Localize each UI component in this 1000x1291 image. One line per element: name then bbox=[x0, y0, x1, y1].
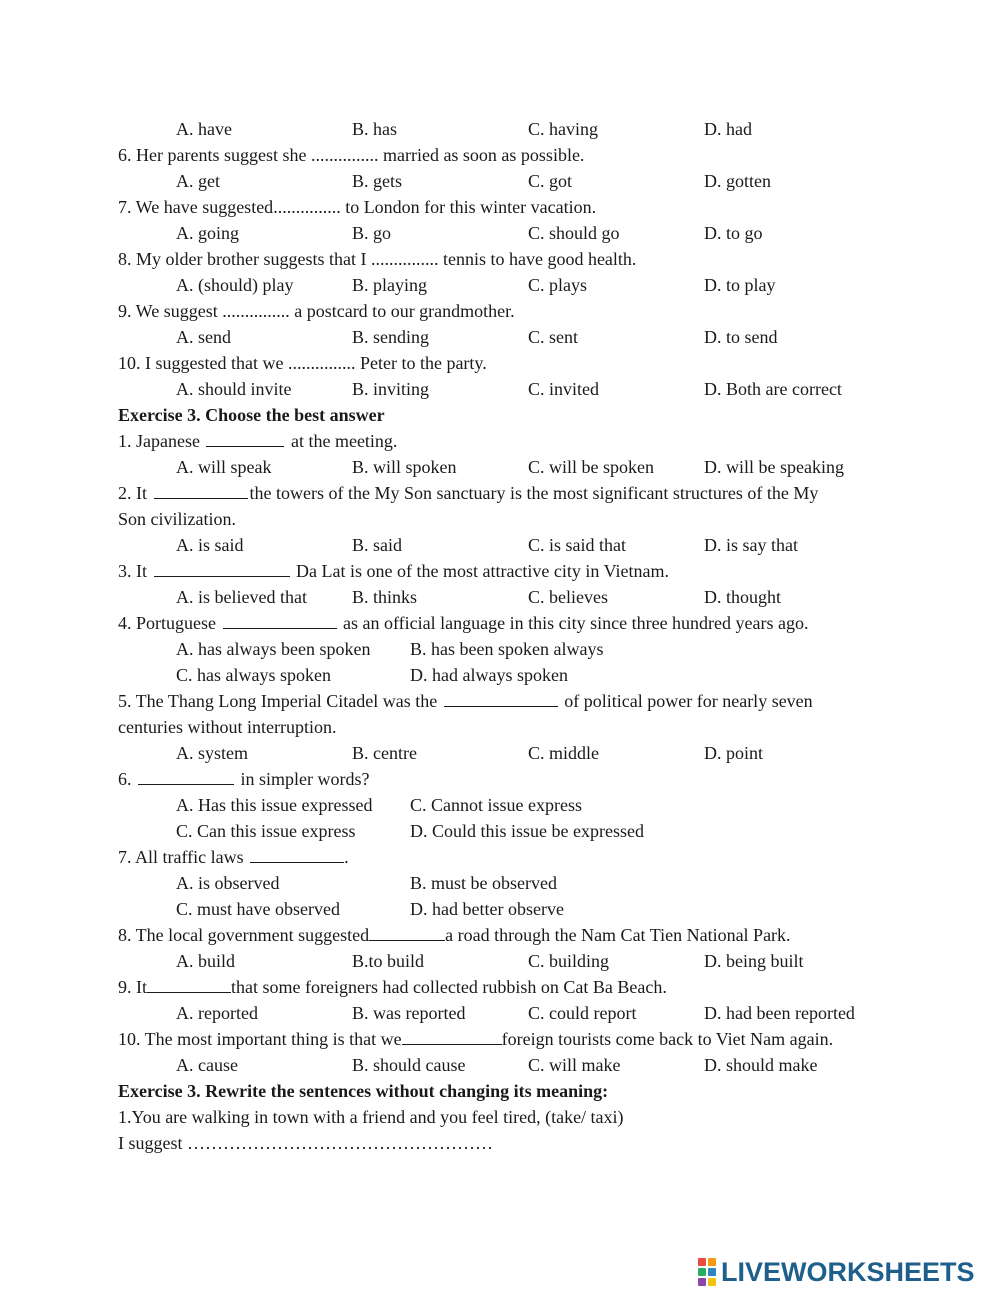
option[interactable]: C. will be spoken bbox=[528, 457, 654, 477]
answer-blank[interactable] bbox=[223, 610, 337, 629]
option[interactable]: C. middle bbox=[528, 743, 599, 763]
option[interactable]: B.to build bbox=[352, 951, 425, 971]
option[interactable]: D. had better observe bbox=[410, 899, 564, 919]
exercise3-question-4-options-row1 bbox=[118, 636, 960, 662]
answer-blank[interactable] bbox=[444, 688, 558, 707]
option[interactable]: A. reported bbox=[176, 1003, 258, 1023]
exercise3-question-7: 7. All traffic laws . bbox=[118, 844, 960, 870]
question-9: 9. We suggest ............... a postcard to our grandmother. bbox=[118, 301, 515, 321]
liveworksheets-logo bbox=[698, 1254, 994, 1290]
exercise3-question-10: 10. The most important thing is that we foreign tourists come back to Viet Nam again. bbox=[118, 1026, 960, 1052]
option[interactable]: A. system bbox=[176, 743, 248, 763]
exercise3-question-1-options bbox=[118, 454, 960, 480]
q5-options bbox=[118, 116, 960, 142]
option[interactable]: B. has been spoken always bbox=[410, 639, 604, 659]
option[interactable]: A. have bbox=[176, 119, 232, 139]
exercise3-question-2: 2. It the towers of the My Son sanctuary is the most significant structures of the My bbox=[118, 480, 960, 506]
exercise3-question-6-options-row1 bbox=[118, 792, 960, 818]
option[interactable]: A. is said bbox=[176, 535, 244, 555]
section-heading: Exercise 3. Choose the best answer bbox=[118, 405, 385, 425]
option[interactable]: C. must have observed bbox=[176, 899, 340, 919]
option[interactable]: C. Can this issue express bbox=[176, 821, 356, 841]
option[interactable]: B. should cause bbox=[352, 1055, 466, 1075]
option[interactable]: A. is believed that bbox=[176, 587, 307, 607]
exercise3-question-10-options bbox=[118, 1052, 960, 1078]
option[interactable]: A. (should) play bbox=[176, 275, 294, 295]
exercise3-question-5-options bbox=[118, 740, 960, 766]
option[interactable]: C. believes bbox=[528, 587, 608, 607]
option[interactable]: D. gotten bbox=[704, 171, 771, 191]
option[interactable]: A. send bbox=[176, 327, 231, 347]
option[interactable]: B. sending bbox=[352, 327, 430, 347]
option[interactable]: C. is said that bbox=[528, 535, 626, 555]
option[interactable]: D. Could this issue be expressed bbox=[410, 821, 644, 841]
exercise3-question-3: 3. It Da Lat is one of the most attractive city in Vietnam. bbox=[118, 558, 960, 584]
option[interactable]: D. had bbox=[704, 119, 752, 139]
question-8: 8. My older brother suggests that I ............... tennis to have good health. bbox=[118, 249, 637, 269]
exercise3-question-7-options-row1 bbox=[118, 870, 960, 896]
exercise3-question-8: 8. The local government suggested a road through the Nam Cat Tien National Park. bbox=[118, 922, 960, 948]
answer-blank[interactable] bbox=[206, 428, 284, 447]
option[interactable]: D. to go bbox=[704, 223, 763, 243]
option[interactable]: C. building bbox=[528, 951, 610, 971]
option[interactable]: D. to play bbox=[704, 275, 776, 295]
option[interactable]: C. having bbox=[528, 119, 598, 139]
section-heading: Exercise 3. Rewrite the sentences without changing its meaning: bbox=[118, 1081, 609, 1101]
option[interactable]: C. sent bbox=[528, 327, 579, 347]
option[interactable]: D. Both are correct bbox=[704, 379, 842, 399]
option[interactable]: A. should invite bbox=[176, 379, 292, 399]
question-9-options bbox=[118, 324, 960, 350]
option[interactable]: B. must be observed bbox=[410, 873, 557, 893]
option[interactable]: A. get bbox=[176, 171, 220, 191]
option[interactable]: C. got bbox=[528, 171, 573, 191]
exercise3-question-4: 4. Portuguese as an official language in this city since three hundred years ago. bbox=[118, 610, 960, 636]
logo-mark-icon bbox=[698, 1258, 716, 1286]
option[interactable]: B. gets bbox=[352, 171, 403, 191]
answer-input[interactable]: …………………………………………… bbox=[187, 1133, 493, 1153]
exercise3-question-3-options bbox=[118, 584, 960, 610]
exercise3-question-5-cont: centuries without interruption. bbox=[118, 717, 337, 737]
exercise3-question-7-options-row2 bbox=[118, 896, 960, 922]
exercise3-question-6: 6. in simpler words? bbox=[118, 766, 960, 792]
question-7-options bbox=[118, 220, 960, 246]
brand-name: LIVEWORKSHEETS bbox=[721, 1256, 975, 1287]
answer-blank[interactable]: ............... bbox=[310, 145, 379, 165]
exercise3-question-5: 5. The Thang Long Imperial Citadel was the of political power for nearly seven bbox=[118, 688, 960, 714]
exercise3-question-8-options bbox=[118, 948, 960, 974]
answer-blank[interactable]: ............... bbox=[222, 301, 290, 321]
option[interactable]: D. being built bbox=[704, 951, 804, 971]
option[interactable]: A. Has this issue expressed bbox=[176, 795, 373, 815]
option[interactable]: A. going bbox=[176, 223, 239, 243]
option[interactable]: B. inviting bbox=[352, 379, 430, 399]
option[interactable]: A. will speak bbox=[176, 457, 272, 477]
option[interactable]: C. plays bbox=[528, 275, 588, 295]
answer-blank[interactable]: ............... bbox=[273, 197, 341, 217]
question-6: 6. Her parents suggest she ............... married as soon as possible. bbox=[118, 145, 585, 165]
question-10: 10. I suggested that we ............... Peter to the party. bbox=[118, 353, 487, 373]
option[interactable]: D. thought bbox=[704, 587, 782, 607]
option[interactable]: C. should go bbox=[528, 223, 620, 243]
rewrite-question-1: 1.You are walking in town with a friend and you feel tired, (take/ taxi) bbox=[118, 1107, 624, 1127]
option[interactable]: A. build bbox=[176, 951, 236, 971]
exercise3-question-2-cont: Son civilization. bbox=[118, 509, 236, 529]
exercise3-question-4-options-row2 bbox=[118, 662, 960, 688]
option[interactable]: B. go bbox=[352, 223, 392, 243]
option[interactable]: C. has always spoken bbox=[176, 665, 331, 685]
option[interactable]: C. Cannot issue express bbox=[410, 795, 582, 815]
answer-blank[interactable] bbox=[402, 1026, 502, 1045]
answer-blank[interactable] bbox=[369, 922, 445, 941]
option[interactable]: B. has bbox=[352, 119, 397, 139]
question-10-options bbox=[118, 376, 960, 402]
option[interactable]: B. will spoken bbox=[352, 457, 457, 477]
answer-blank[interactable] bbox=[154, 558, 290, 577]
option[interactable]: B. playing bbox=[352, 275, 427, 295]
option[interactable]: C. invited bbox=[528, 379, 599, 399]
exercise3-question-6-options-row2 bbox=[118, 818, 960, 844]
exercise3-question-9-options bbox=[118, 1000, 960, 1026]
option[interactable]: B. thinks bbox=[352, 587, 418, 607]
option[interactable]: D. should make bbox=[704, 1055, 818, 1075]
option[interactable]: D. to send bbox=[704, 327, 778, 347]
option[interactable]: C. will make bbox=[528, 1055, 621, 1075]
option[interactable]: A. cause bbox=[176, 1055, 238, 1075]
exercise3-question-1: 1. Japanese at the meeting. bbox=[118, 428, 960, 454]
question-7: 7. We have suggested............... to London for this winter vacation. bbox=[118, 197, 597, 217]
option[interactable]: D. had always spoken bbox=[410, 665, 568, 685]
answer-blank[interactable] bbox=[154, 480, 248, 499]
option[interactable]: C. could report bbox=[528, 1003, 637, 1023]
question-6-options bbox=[118, 168, 960, 194]
answer-blank[interactable] bbox=[147, 974, 231, 993]
option[interactable]: D. point bbox=[704, 743, 764, 763]
answer-blank[interactable] bbox=[250, 844, 344, 863]
answer-blank[interactable] bbox=[138, 766, 234, 785]
answer-blank[interactable]: ............... bbox=[287, 353, 356, 373]
option[interactable]: B. said bbox=[352, 535, 403, 555]
rewrite-answer-1: I suggest …………………………………………… bbox=[118, 1133, 493, 1153]
question-8-options bbox=[118, 272, 960, 298]
option[interactable]: B. centre bbox=[352, 743, 417, 763]
answer-blank[interactable]: ............... bbox=[370, 249, 439, 269]
option[interactable]: B. was reported bbox=[352, 1003, 466, 1023]
exercise3-question-9: 9. It that some foreigners had collected rubbish on Cat Ba Beach. bbox=[118, 974, 960, 1000]
option[interactable]: D. will be speaking bbox=[704, 457, 844, 477]
option[interactable]: A. has always been spoken bbox=[176, 639, 371, 659]
exercise3-question-2-options bbox=[118, 532, 960, 558]
option[interactable]: D. had been reported bbox=[704, 1003, 855, 1023]
option[interactable]: D. is say that bbox=[704, 535, 798, 555]
option[interactable]: A. is observed bbox=[176, 873, 280, 893]
